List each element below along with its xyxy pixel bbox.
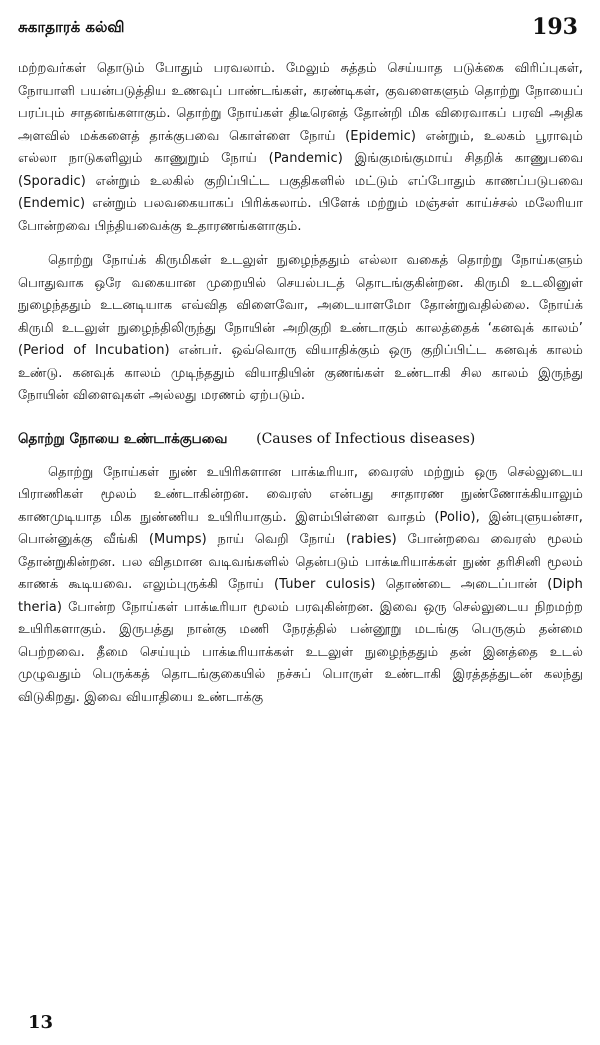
signature-mark: 13 xyxy=(28,1012,54,1033)
paragraph-transmission-types: மற்றவர்கள் தொடும் போதும் பரவலாம். மேலும் சுத்தம் செய்யாத படுக்கை விரிப்புகள், நோயாளி பயன்படுத்திய உணவுப் பாண்டங்கள், கரண்டிகள், குவளைகளும் தொற்று நோயைப் பரப்பும் சாதனங்களாகும். தொற்று நோய்கள் திடீரெனத் தோன்றி மிக விரைவாகப் பரவி அதிக அளவில் மக்களைத் தாக்குபவை கொள்ளை நோய் (Epidemic) என்றும், உலகம் பூராவும் எல்லா நாடுகளிலும் காணுறும் நோய் (Pandemic) இங்குமங்குமாய் சிதறிக் காணுபவை (Sporadic) என்றும் உலகில் குறிப்பிட்ட பகுதிகளில் மட்டும் எப்போதும் காணப்படுபவை (Endemic) என்றும் பலவகையாகப் பிரிக்கலாம். பிளேக் மற்றும் மஞ்சள் காய்ச்சல் மலேரியா போன்றவை பிந்தியவைக்கு உதாரணங்களாகும். xyxy=(18,61,583,234)
section-heading-tamil: தொற்று நோயை உண்டாக்குபவை xyxy=(18,430,228,447)
paragraph-causes: தொற்று நோய்கள் நுண் உயிரிகளான பாக்டீரியா, வைரஸ் மற்றும் ஒரு செல்லுடைய பிராணிகள் மூலம் உண்டாகின்றன. வைரஸ் என்பது சாதாரண நுண்ணோக்கியாலும் காணமுடியாத மிக நுண்ணிய உயிரியாகும். இளம்பிள்ளை வாதம் (Polio), இன்புளுயன்சா, பொன்னுக்கு வீங்கி (Mumps) நாய் வெறி நோய் (rabies) போன்றவை வைரஸ் மூலம் தோன்றுகின்றன. பல விதமான வடிவங்களில் தென்படும் பாக்டீரியாக்கள் நுண் தரிசினி மூலம் காணக் கூடியவை. எலும்புருக்கி நோய் (Tuber culosis) தொண்டை அடைப்பான் (Diph theria) போன்ற நோய்கள் பாக்டீரியா மூலம் பரவுகின்றன. இவை ஒரு செல்லுடைய நிறமற்ற உயிரிகளாகும். இருபத்து நான்கு மணி நேரத்தில் பன்னூறு மடங்கு பெருகும் தன்மை பெற்றவை. தீமை செய்யும் பாக்டீரியாக்கள் உடலுள் நுழைந்ததும் தன் இனத்தை உடல் முழுவதும் பெருக்கத் தொடங்குகையில் நச்சுப் பொருள் உண்டாகி இரத்தத்துடன் கலந்து விடுகிறது. இவை வியாதியை உண்டாக்கு xyxy=(18,464,583,705)
section-heading-english: (Causes of Infectious diseases) xyxy=(256,430,476,447)
page-header xyxy=(18,14,578,46)
running-title: சுகாதாரக் கல்வி xyxy=(18,18,125,36)
section-heading xyxy=(18,428,583,450)
paragraph-incubation-period: தொற்று நோய்க் கிருமிகள் உடலுள் நுழைந்ததும் எல்லா வகைத் தொற்று நோய்களும் பொதுவாக ஒரே வகையான முறையில் செயல்படத் தொடங்குகின்றன. கிருமி உடலினுள் நுழைந்ததும் உடனடியாக எவ்வித விளைவோ, அடையாளமோ தோன்றுவதில்லை. நோய்க் கிருமி உடலுள் நுழைந்திலிருந்து நோயின் அறிகுறி உண்டாகும் காலத்தைக் ‘கனவுக் காலம்’ (Period of Incubation) என்பர். ஒவ்வொரு வியாதிக்கும் ஒரு குறிப்பிட்ட கனவுக் காலம் உண்டு. கனவுக் காலம் முடிந்ததும் வியாதியின் குணங்கள் உண்டாகி சில காலம் இருந்து நோயின் விளைவுகள் அல்லது மரணம் ஏற்படும். xyxy=(18,253,583,403)
body-text xyxy=(18,58,583,709)
page-number: 193 xyxy=(532,14,578,40)
